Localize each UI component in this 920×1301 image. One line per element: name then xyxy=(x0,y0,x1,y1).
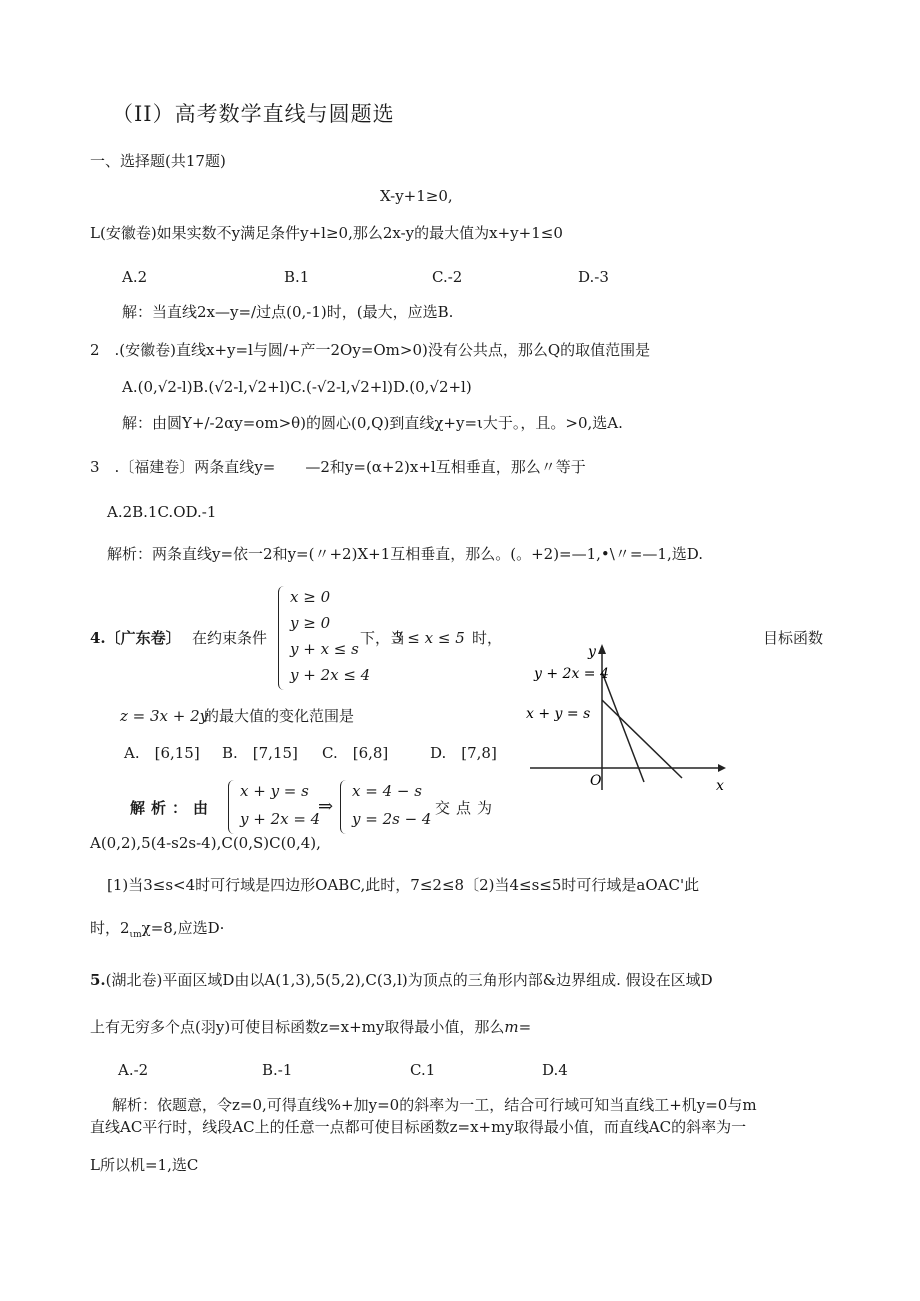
q3-solution: 解析：两条直线y=依一2和y=(〃+2)X+1互相垂直，那么。(。+2)=—1,•\〃=—1,选D. xyxy=(107,545,703,563)
q5-option-c: C.1 xyxy=(410,1061,436,1079)
q4-graph xyxy=(520,640,730,800)
brace-icon xyxy=(340,780,349,834)
q5-solution-3: L所以机=1,选C xyxy=(90,1156,199,1174)
q4-conclusion-sub: ιm xyxy=(129,930,142,940)
q5-stem-2-var: m= xyxy=(504,1018,532,1036)
brace-icon xyxy=(278,586,287,690)
q4-option-a: A. [6,15] xyxy=(124,744,200,762)
q4-system-right xyxy=(340,780,440,834)
q4-text-c: 时， xyxy=(472,629,503,647)
q5-solution-2: 直线AC平行时，线段AC上的任意一点都可使目标函数z=x+my取得最小值，而直线AC的斜率为一 xyxy=(90,1118,747,1136)
q1-option-a: A.2 xyxy=(122,268,148,286)
q4-condition: 3 ≤ x ≤ 5 xyxy=(393,629,465,647)
q5-stem-1-text: (湖北卷)平面区域D由以A(1,3),5(5,2),C(3,l)为顶点的三角形内部&边界组成. 假设在区域D xyxy=(105,971,713,989)
q4-system-right-2: y = 2s − 4 xyxy=(352,810,432,828)
line-x-plus-y-eq-s xyxy=(602,700,682,778)
q3-options: A.2B.1C.OD.-1 xyxy=(107,503,217,521)
q4-constraint-1: x ≥ 0 xyxy=(290,588,331,606)
q5-label: 5. xyxy=(90,971,106,989)
q3-stem: 3 .〔福建卷〕两条直线y= —2和y=(α+2)x+l互相垂直，那么〃等于 xyxy=(90,458,586,476)
q1-top-line: X-y+1≥0, xyxy=(380,187,453,205)
line-y-plus-2x-eq-4 xyxy=(602,672,644,782)
q4-constraint-2: y ≥ 0 xyxy=(290,614,331,632)
q4-conclusion-pre: 时，2 xyxy=(90,919,130,937)
q4-system-right-1: x = 4 − s xyxy=(352,782,422,800)
q4-system-left-2: y + 2x = 4 xyxy=(240,810,321,828)
q2-solution: 解：由圆Y+/-2αy=om>θ)的圆心(0,Q)到直线χ+y=ι大于。，且。>0,选A. xyxy=(122,414,623,432)
graph-line2-label: x + y = s xyxy=(526,706,591,722)
q2-options: A.(0,√2-l)B.(√2-l,√2+l)C.(-√2-l,√2+l)D.(0,√2+l) xyxy=(122,378,472,396)
q4-intersect: 交点为 xyxy=(435,799,499,817)
q5-option-a: A.-2 xyxy=(118,1061,149,1079)
q5-stem-2-text: 上有无穷多个点(羽y)可使目标函数z=x+my取得最小值，那么 xyxy=(90,1018,505,1036)
q4-text-a: 在约束条件 xyxy=(192,629,268,647)
q2-stem: 2 .(安徽卷)直线x+y=l与圆/+产一2Oy=Om>0)没有公共点，那么Q的取值范围是 xyxy=(90,341,651,359)
q1-solution: 解：当直线2x—y=/过点(0,-1)时，(最大，应选B. xyxy=(122,303,454,321)
q5-stem-1 xyxy=(90,970,713,990)
q4-option-c: C. [6,8] xyxy=(322,744,389,762)
q4-option-b: B. [7,15] xyxy=(222,744,298,762)
graph-origin-label: O xyxy=(590,773,602,789)
q4-constraint-3: y + x ≤ s xyxy=(290,640,359,658)
q4-label: 4.〔广东卷〕 xyxy=(90,629,181,647)
implies-arrow-icon: ⇒ xyxy=(318,796,334,817)
q4-target-word: 目标函数 xyxy=(763,629,824,647)
q4-conclusion xyxy=(90,918,224,945)
q4-constraint-system xyxy=(278,586,371,690)
brace-icon xyxy=(228,780,237,834)
section-heading: 一、选择题(共17题) xyxy=(90,152,226,170)
q4-analysis-label: 解析：由 xyxy=(130,799,215,817)
page-title: （II）高考数学直线与圆题选 xyxy=(112,102,395,126)
q4-objective: z = 3x + 2y xyxy=(120,707,209,725)
q4-points: A(0,2),5(4-s2s-4),C(0,S)C(0,4), xyxy=(90,834,321,852)
q4-text-b: 下，当 xyxy=(360,629,406,647)
q5-solution-1: 解析：依题意，令z=0,可得直线%+加y=0的斜率为一工，结合可行域可知当直线工+机y=0与m xyxy=(112,1096,757,1114)
q1-stem: L(安徽卷)如果实数不y满足条件y+l≥0,那么2x-y的最大值为x+y+1≤0 xyxy=(90,224,563,242)
graph-y-label: y xyxy=(588,644,596,660)
q5-option-d: D.4 xyxy=(542,1061,568,1079)
q4-objective-tail: 的最大值的变化范围是 xyxy=(204,707,355,725)
q4-system-left-1: x + y = s xyxy=(240,782,309,800)
q4-conclusion-post: χ=8,应选D· xyxy=(141,919,225,937)
q4-option-d: D. [7,8] xyxy=(430,744,497,762)
q1-option-c: C.-2 xyxy=(432,268,463,286)
q4-constraint-4: y + 2x ≤ 4 xyxy=(290,666,371,684)
q1-option-b: B.1 xyxy=(284,268,310,286)
q5-stem-2 xyxy=(90,1017,531,1037)
x-axis-arrow-icon xyxy=(718,764,726,772)
q1-option-d: D.-3 xyxy=(578,268,609,286)
q4-system-left xyxy=(228,780,328,834)
y-axis-arrow-icon xyxy=(598,644,606,654)
graph-line1-label: y + 2x = 4 xyxy=(534,666,609,682)
q5-option-b: B.-1 xyxy=(262,1061,293,1079)
graph-x-label: x xyxy=(716,778,724,794)
q4-cases: [1)当3≤s<4时可行域是四边形OABC,此时，7≤2≤8〔2)当4≤s≤5时可行域是aOAC'此 xyxy=(107,876,700,894)
